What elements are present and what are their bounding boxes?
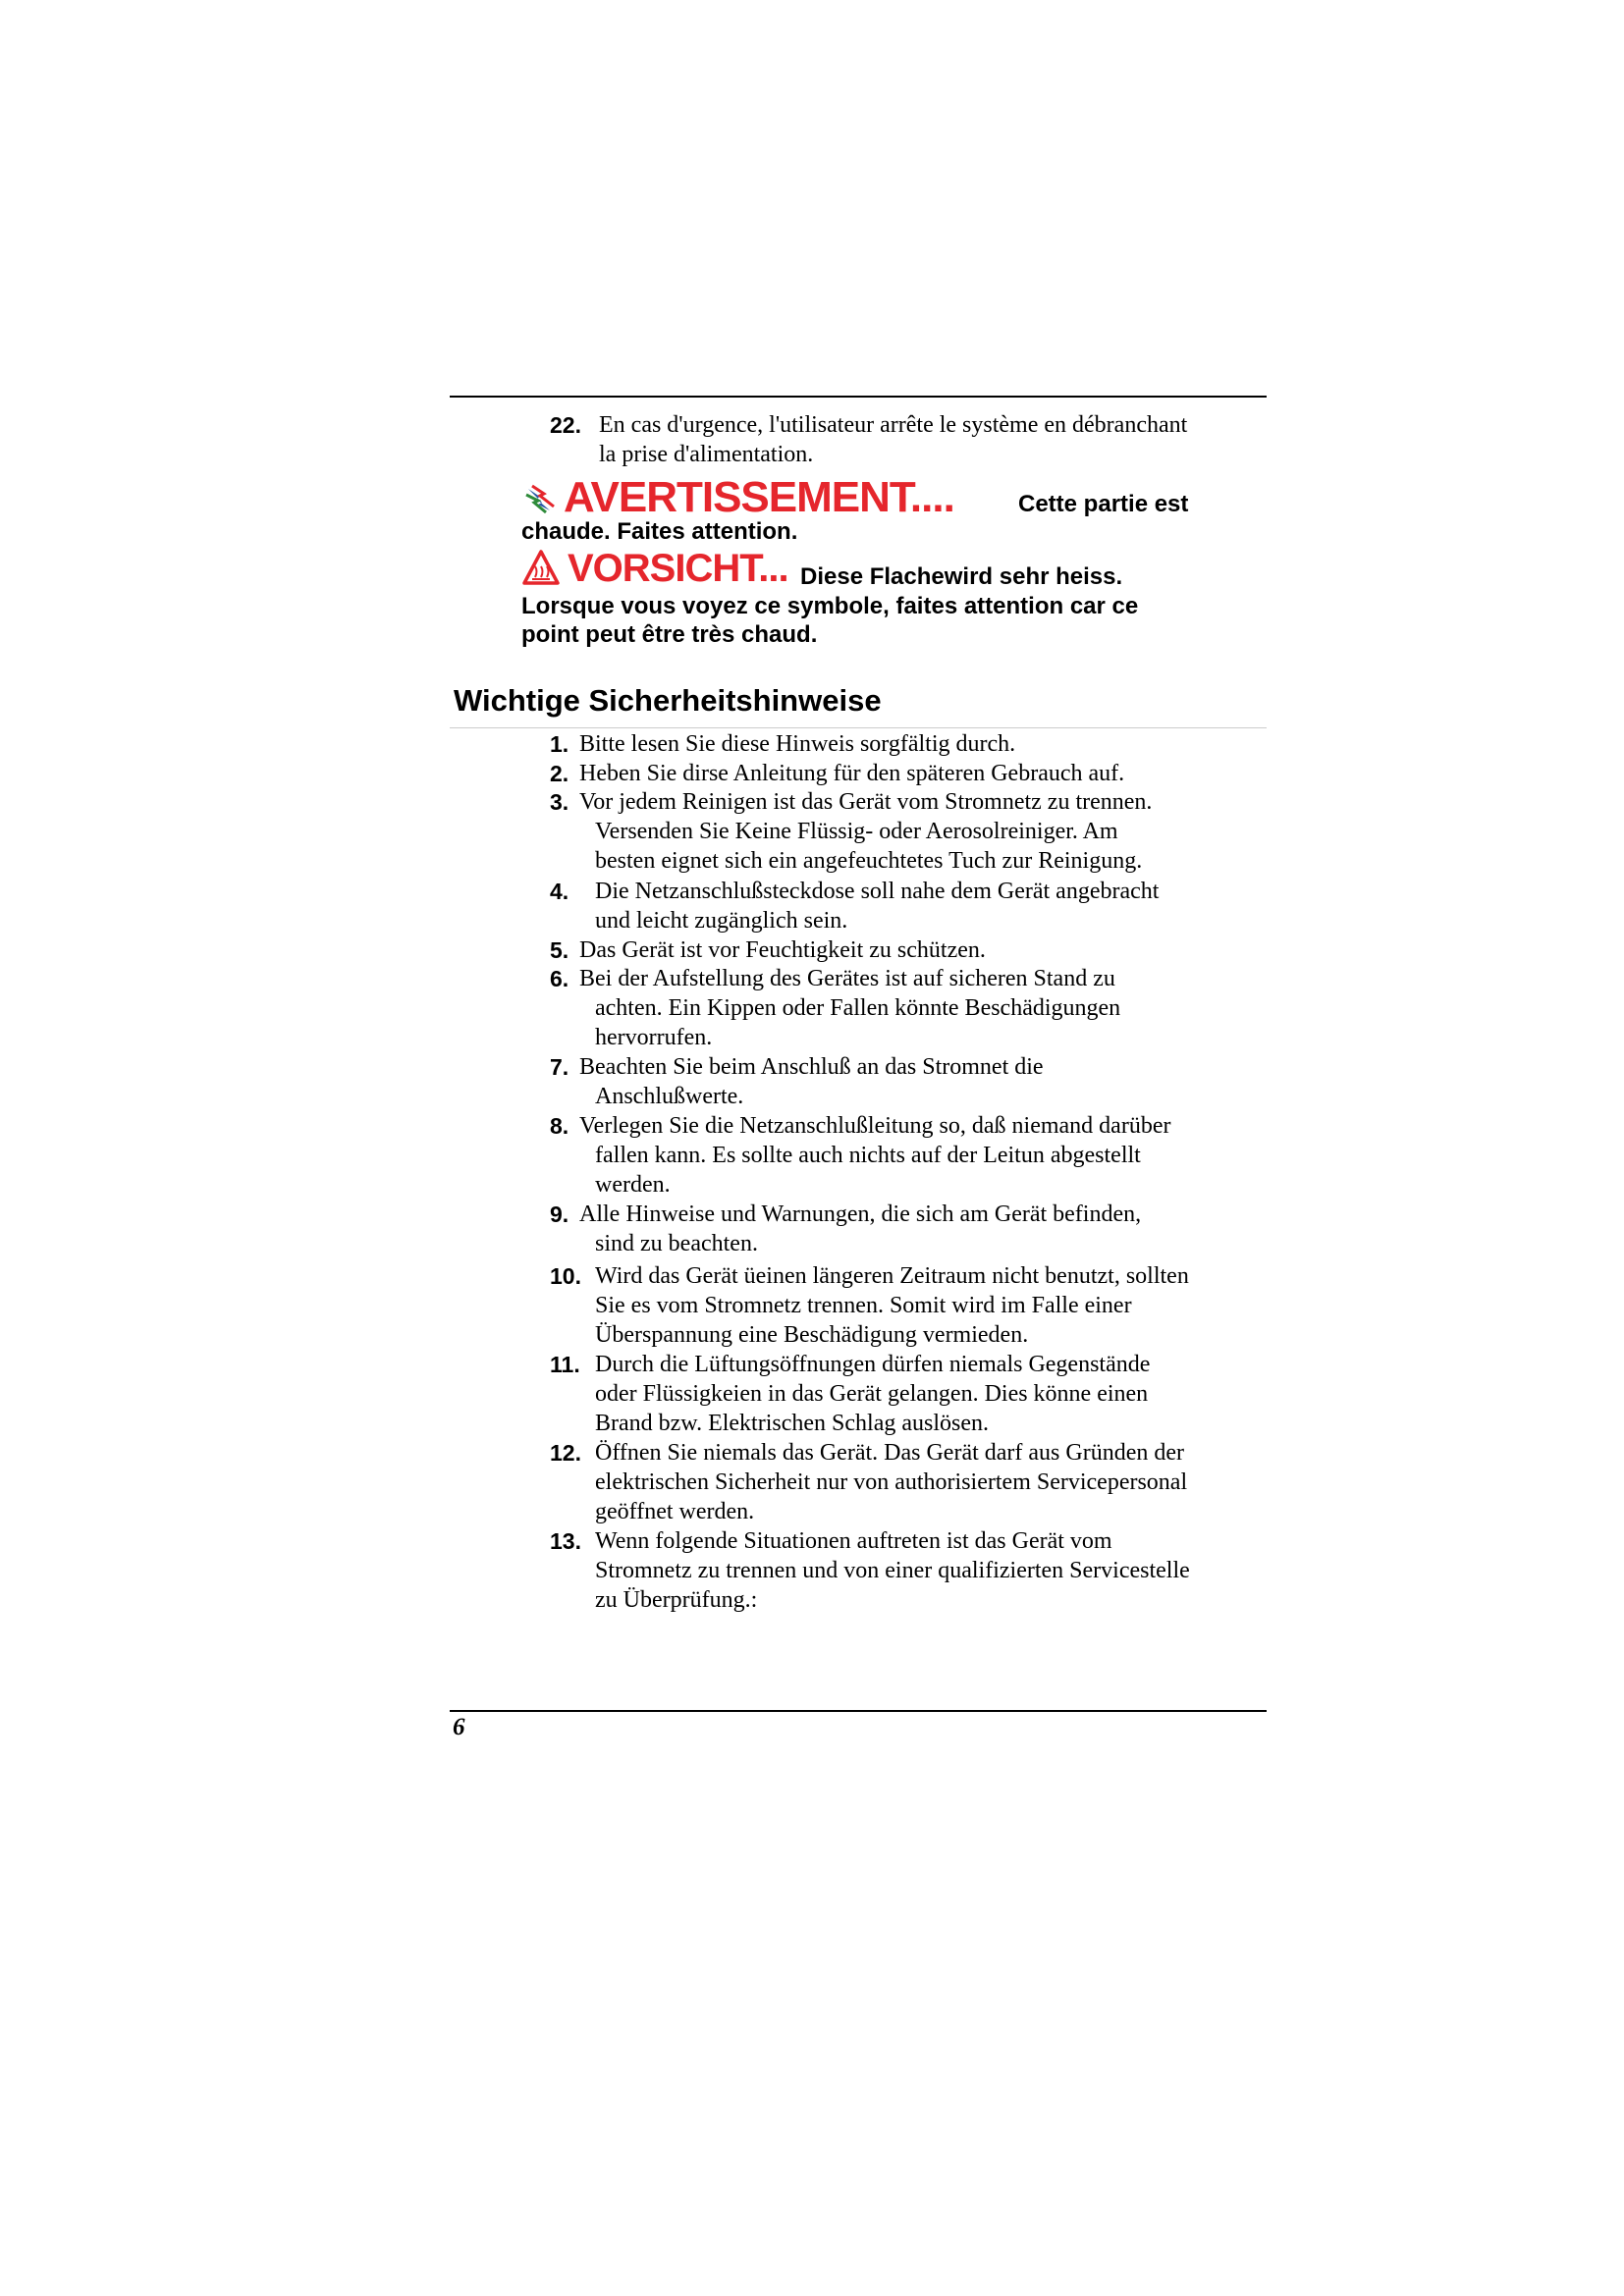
vorsicht-text-2: Lorsque vous voyez ce symbole, faites attention car ce bbox=[521, 593, 1139, 619]
list-item-13 bbox=[550, 1526, 1267, 1615]
item-number: 6. bbox=[550, 966, 569, 991]
list-item-1 bbox=[550, 729, 1267, 759]
item-line: elektrischen Sicherheit nur von authorisiertem Servicepersonal bbox=[595, 1469, 1188, 1495]
item-line: Beachten Sie beim Anschluß an das Stromnet die bbox=[579, 1054, 1044, 1080]
list-item-6 bbox=[550, 964, 1267, 1052]
heading-underline bbox=[450, 727, 1267, 728]
item-line: sind zu beachten. bbox=[595, 1231, 758, 1256]
item-number: 7. bbox=[550, 1054, 569, 1080]
hot-surface-warning-icon bbox=[522, 550, 560, 585]
vorsicht-text-3: point peut être très chaud. bbox=[521, 621, 818, 648]
item-line: geöffnet werden. bbox=[595, 1499, 755, 1524]
item-number: 5. bbox=[550, 937, 569, 963]
item-line: Alle Hinweise und Warnungen, die sich am Gerät befinden, bbox=[579, 1201, 1142, 1227]
item-line: Stromnetz zu trennen und von einer qualifizierten Servicestelle bbox=[595, 1558, 1190, 1583]
item-number: 22. bbox=[550, 412, 581, 438]
item-number: 8. bbox=[550, 1113, 569, 1139]
item-line: En cas d'urgence, l'utilisateur arrête le système en débranchant bbox=[599, 412, 1188, 438]
list-item-11 bbox=[550, 1350, 1267, 1438]
list-item-9 bbox=[550, 1200, 1267, 1258]
item-number: 1. bbox=[550, 731, 569, 757]
item-line: Brand bzw. Elektrischen Schlag auslösen. bbox=[595, 1411, 990, 1436]
warning-bolt-icon bbox=[524, 483, 560, 518]
page-number: 6 bbox=[453, 1714, 465, 1740]
vorsicht-title: VORSICHT... bbox=[568, 547, 788, 590]
list-item-10 bbox=[550, 1261, 1267, 1350]
list-item-2 bbox=[550, 759, 1267, 788]
avertissement-text-2: chaude. Faites attention. bbox=[521, 518, 798, 545]
list-item-3 bbox=[550, 787, 1267, 876]
item-number: 13. bbox=[550, 1528, 581, 1554]
item-line: Überspannung eine Beschädigung vermieden. bbox=[595, 1322, 1029, 1348]
item-line: Verlegen Sie die Netzanschlußleitung so, daß niemand darüber bbox=[579, 1113, 1171, 1139]
item-line: fallen kann. Es sollte auch nichts auf der Leitun abgestellt bbox=[595, 1143, 1141, 1168]
item-line: Wenn folgende Situationen auftreten ist das Gerät vom bbox=[595, 1528, 1112, 1554]
item-line: Bitte lesen Sie diese Hinweis sorgfältig durch. bbox=[579, 731, 1016, 757]
item-number: 3. bbox=[550, 789, 569, 815]
item-line: Versenden Sie Keine Flüssig- oder Aerosolreiniger. Am bbox=[595, 819, 1118, 844]
item-number: 4. bbox=[550, 879, 569, 904]
item-line: und leicht zugänglich sein. bbox=[595, 908, 848, 934]
list-item-12 bbox=[550, 1438, 1267, 1526]
item-line: werden. bbox=[595, 1172, 671, 1198]
item-line: Bei der Aufstellung des Gerätes ist auf sicheren Stand zu bbox=[579, 966, 1115, 991]
item-line: Sie es vom Stromnetz trennen. Somit wird im Falle einer bbox=[595, 1293, 1132, 1318]
list-item-5 bbox=[550, 935, 1267, 965]
section-heading: Wichtige Sicherheitshinweise bbox=[454, 683, 882, 718]
item-line: achten. Ein Kippen oder Fallen könnte Beschädigungen bbox=[595, 995, 1121, 1021]
item-line: Öffnen Sie niemals das Gerät. Das Gerät darf aus Gründen der bbox=[595, 1440, 1185, 1466]
avertissement-title: AVERTISSEMENT.... bbox=[564, 473, 954, 521]
item-line: Wird das Gerät üeinen längeren Zeitraum nicht benutzt, sollten bbox=[595, 1263, 1189, 1289]
item-line: Durch die Lüftungsöffnungen dürfen niemals Gegenstände bbox=[595, 1352, 1151, 1377]
item-line: Vor jedem Reinigen ist das Gerät vom Stromnetz zu trennen. bbox=[579, 789, 1153, 815]
top-rule bbox=[450, 396, 1267, 398]
item-line: Heben Sie dirse Anleitung für den späteren Gebrauch auf. bbox=[579, 761, 1125, 786]
item-number: 10. bbox=[550, 1263, 581, 1289]
item-line: Die Netzanschlußsteckdose soll nahe dem Gerät angebracht bbox=[595, 879, 1160, 904]
item-line: Das Gerät ist vor Feuchtigkeit zu schützen. bbox=[579, 937, 986, 963]
bottom-rule bbox=[450, 1710, 1267, 1712]
list-item-4 bbox=[550, 877, 1267, 935]
list-item-22 bbox=[550, 410, 1267, 469]
item-line: oder Flüssigkeien in das Gerät gelangen. Dies könne einen bbox=[595, 1381, 1149, 1407]
item-number: 11. bbox=[550, 1352, 580, 1377]
list-item-8 bbox=[550, 1111, 1267, 1200]
item-line: zu Überprüfung.: bbox=[595, 1587, 758, 1613]
avertissement-text-1: Cette partie est bbox=[1018, 491, 1189, 517]
item-line: hervorrufen. bbox=[595, 1025, 713, 1050]
item-number: 9. bbox=[550, 1201, 569, 1227]
item-line: la prise d'alimentation. bbox=[599, 442, 814, 467]
item-number: 12. bbox=[550, 1440, 581, 1466]
item-number: 2. bbox=[550, 761, 569, 786]
list-item-7 bbox=[550, 1052, 1267, 1111]
item-line: besten eignet sich ein angefeuchtetes Tuch zur Reinigung. bbox=[595, 848, 1143, 874]
item-line: Anschlußwerte. bbox=[595, 1084, 744, 1109]
vorsicht-text-1: Diese Flachewird sehr heiss. bbox=[800, 563, 1123, 590]
